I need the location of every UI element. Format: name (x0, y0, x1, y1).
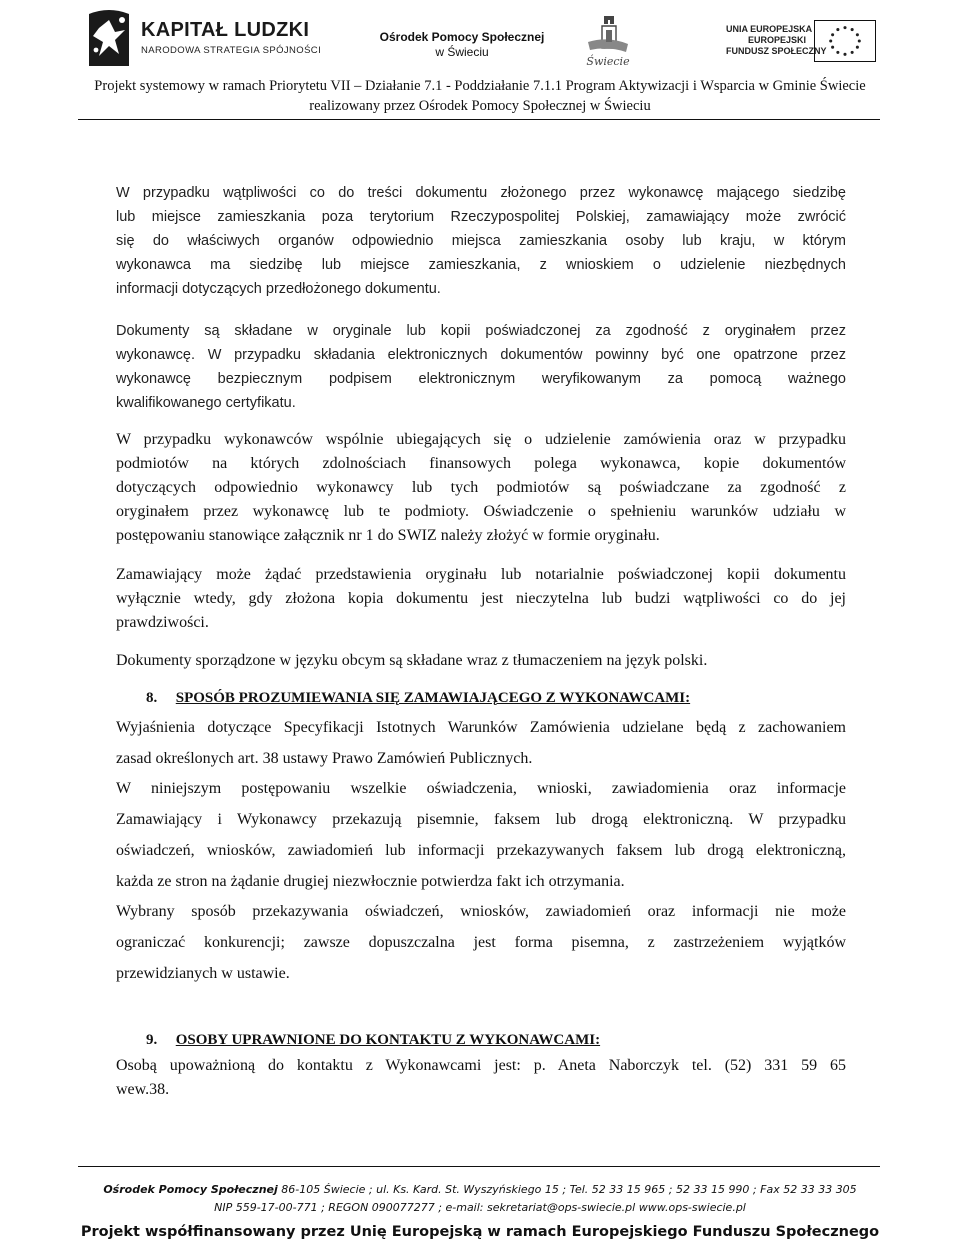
eu-logo-line1: UNIA EUROPEJSKA (726, 24, 813, 34)
kapital-ludzki-emblem-icon (85, 6, 133, 70)
text-line: ograniczać konkurencji; zawsze dopuszczalna jest forma pisemna, z zastrzeżeniem wyjątków (116, 934, 846, 951)
section-9-paragraph-contact (116, 1054, 846, 1102)
text-line: się do właściwych organów odpowiednio miejsca zamieszkania osoby lub kraju, w którym (116, 233, 846, 249)
footer-ids: NIP 559-17-00-771 ; REGON 090077277 ; e-mail: sekretariat@ops-swiecie.pl www.ops-swiecie.pl (214, 1201, 746, 1214)
ops-emblem-text: Świecie (586, 55, 630, 68)
text-line: prawdziwości. (116, 614, 209, 631)
project-implementer-line: realizowany przez Ośrodek Pomocy Społecznej w Świeciu (309, 98, 651, 114)
paragraph-notarial-copy (116, 563, 846, 635)
project-line: Projekt systemowy w ramach Priorytetu VII – Działanie 7.1 - Poddziałanie 7.1.1 Program Aktywizacji i Wsparcia w Gminie Świecie (94, 78, 866, 94)
text-line: informacji dotyczących przedłożonego dokumentu. (116, 281, 441, 297)
footer-cofunding-note: Projekt współfinansowany przez Unię Europejską w ramach Europejskiego Funduszu Społecznego (80, 1224, 880, 1240)
paragraph-document-originals (116, 319, 846, 415)
text-line: oryginałem przez wykonawcę lub te podmioty. Oświadczenie o spełnieniu warunków udziału w (116, 503, 846, 520)
ops-name (352, 30, 572, 60)
ops-emblem-icon (578, 12, 638, 70)
footer-divider (78, 1166, 880, 1167)
text-line: wykonawcę bezpiecznym podpisem elektronicznym weryfikowanym za pomocą ważnego (116, 371, 846, 387)
ops-name-line2: w Świeciu (435, 45, 489, 59)
eu-logo-text (726, 24, 827, 57)
section-8-paragraph-competition (116, 896, 846, 989)
section-8-paragraph-communication (116, 773, 846, 897)
text-line: oświadczeń, wniosków, zawiadomień lub informacji przekazywanych faksem lub drogą elektroniczną, (116, 842, 846, 859)
footer-address-text: 86-105 Świecie ; ul. Ks. Kard. St. Wyszyńskiego 15 ; Tel. 52 33 15 965 ; 52 33 15 990 ; Fax 52 33 33 305 (277, 1183, 857, 1196)
text-line: Zamawiający i Wykonawcy przekazują pisemnie, faksem lub drogą elektroniczną. W przypadku (116, 811, 846, 828)
section-8-heading (146, 690, 690, 707)
ops-name-line1: Ośrodek Pomocy Społecznej (379, 30, 545, 44)
text-line: kwalifikowanego certyfikatu. (116, 395, 296, 411)
kapital-ludzki-title: KAPITAŁ LUDZKI (141, 19, 310, 41)
text-line: lub miejsce zamieszkania poza terytorium Rzeczypospolitej Polskiej, zamawiający może zwrócić (116, 209, 846, 225)
header-divider (78, 119, 880, 120)
footer-address (0, 1183, 960, 1196)
page-header (0, 0, 960, 78)
section-number: 8. (146, 690, 158, 706)
text-line: dotyczących odpowiednio wykonawcy lub tych podmiotów są poświadczane za zgodność z (116, 479, 846, 496)
eu-flag-icon (814, 20, 876, 62)
text-line: wyłącznie wtedy, gdy złożona kopia dokumentu jest nieczytelna lub budzi wątpliwości co do jej (116, 590, 846, 607)
section-title: OSOBY UPRAWNIONE DO KONTAKTU Z WYKONAWCAMI: (175, 1032, 601, 1048)
text-line: wew.38. (116, 1081, 170, 1098)
kapital-ludzki-logo (85, 6, 322, 70)
text-line: Zamawiający może żądać przedstawienia oryginału lub notarialnie poświadczonej kopii dokumentu (116, 566, 846, 583)
section-8-paragraph-clarifications (116, 712, 846, 774)
text-line: Wybrany sposób przekazywania oświadczeń, wniosków, zawiadomień oraz informacji nie może (116, 903, 846, 920)
section-number: 9. (146, 1032, 158, 1048)
text-line: Dokumenty sporządzone w języku obcym są składane wraz z tłumaczeniem na język polski. (116, 652, 708, 669)
text-line: podmiotów na których zdolnościach finansowych polega wykonawca, kopie dokumentów (116, 455, 846, 472)
paragraph-foreign-language (116, 649, 846, 673)
footer-org-name: Ośrodek Pomocy Społecznej (103, 1183, 278, 1196)
eu-logo (726, 20, 886, 72)
text-line: W przypadku wykonawców wspólnie ubiegających się o udzielenie zamówienia oraz w przypadku (116, 431, 846, 448)
section-9-heading (146, 1032, 600, 1049)
paragraph-foreign-documents (116, 181, 846, 301)
text-line: wykonawca ma siedzibę lub miejsce zamieszkania, z wnioskiem o udzielenie niezbędnych (116, 257, 846, 273)
eu-logo-line3: FUNDUSZ SPOŁECZNY (726, 46, 827, 56)
text-line: Osobą upoważnioną do kontaktu z Wykonawcami jest: p. Aneta Naborczyk tel. (52) 331 59 65 (116, 1057, 846, 1074)
text-line: W przypadku wątpliwości co do treści dokumentu złożonego przez wykonawcę mającego siedzibę (116, 185, 846, 201)
text-line: zasad określonych art. 38 ustawy Prawo Zamówień Publicznych. (116, 750, 533, 767)
eu-logo-line2: EUROPEJSKI (747, 35, 806, 45)
paragraph-joint-contractors (116, 428, 846, 548)
text-line: Wyjaśnienia dotyczące Specyfikacji Istotnych Warunków Zamówienia udzielane będą z zachowaniem (116, 719, 846, 736)
text-line: każda ze stron na żądanie drugiej niezwłocznie potwierdza fakt ich otrzymania. (116, 873, 625, 890)
text-line: postępowaniu stanowiące załącznik nr 1 do SWIZ należy złożyć w formie oryginału. (116, 527, 660, 544)
text-line: przewidzianych w ustawie. (116, 965, 290, 982)
text-line: wykonawcę. W przypadku składania elektronicznych dokumentów powinny być one opatrzone przez (116, 347, 846, 363)
section-title: SPOSÓB PROZUMIEWANIA SIĘ ZAMAWIAJĄCEGO Z WYKONAWCAMI: (175, 690, 691, 706)
text-line: W niniejszym postępowaniu wszelkie oświadczenia, wnioski, zawiadomienia oraz informacje (116, 780, 846, 797)
text-line: Dokumenty są składane w oryginale lub kopii poświadczonej za zgodność z oryginałem przez (116, 323, 846, 339)
kapital-ludzki-subtitle: NARODOWA STRATEGIA SPÓJNOŚCI (141, 45, 322, 56)
